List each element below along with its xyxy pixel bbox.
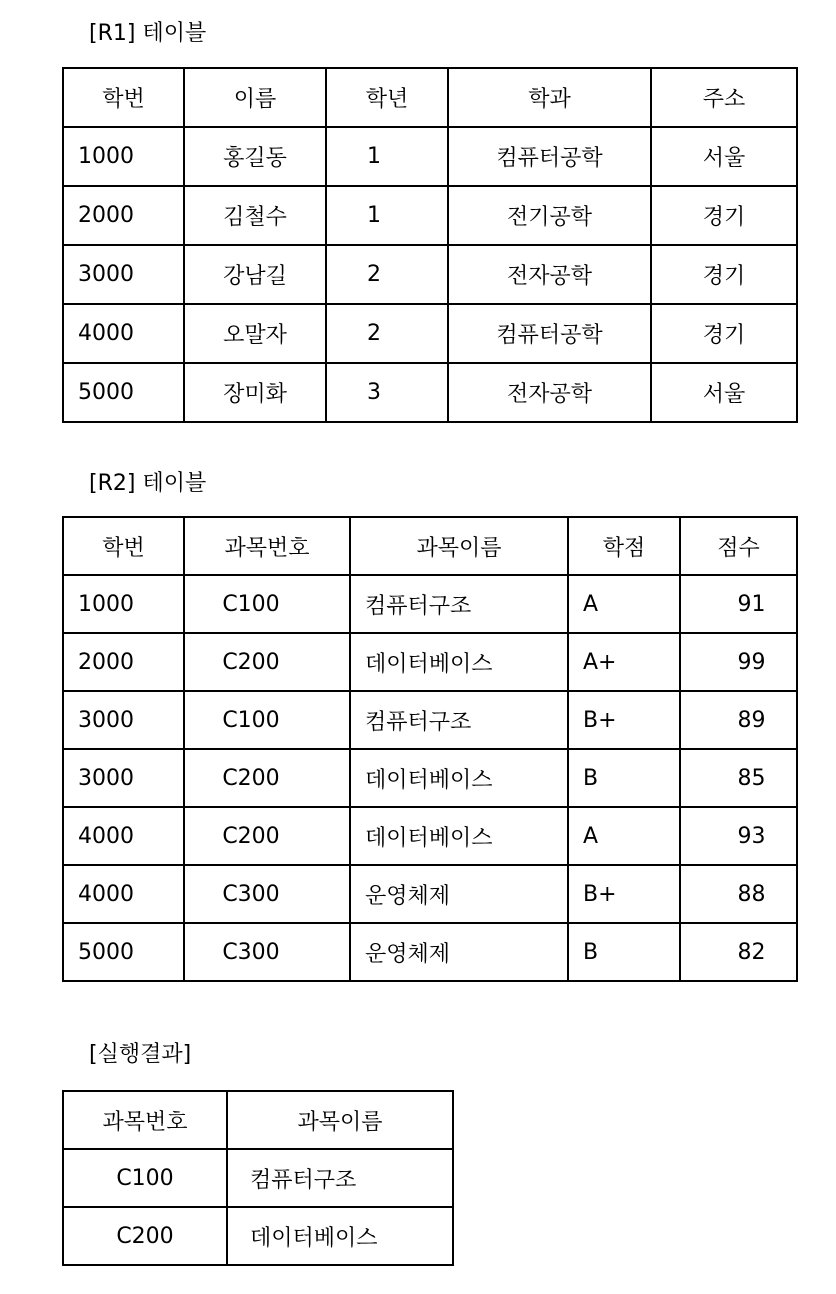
table-cell: 전자공학 bbox=[448, 245, 651, 304]
table-row bbox=[63, 923, 797, 981]
table-header-row bbox=[63, 68, 797, 127]
table-cell: B+ bbox=[568, 865, 680, 923]
table-cell: 홍길동 bbox=[184, 127, 326, 186]
table-cell: 컴퓨터구조 bbox=[350, 691, 568, 749]
table-cell: 2 bbox=[326, 245, 448, 304]
table-cell: A bbox=[568, 807, 680, 865]
table-cell: 김철수 bbox=[184, 186, 326, 245]
table-cell: B+ bbox=[568, 691, 680, 749]
table-cell: 전자공학 bbox=[448, 363, 651, 422]
table-cell: 1000 bbox=[63, 575, 184, 633]
table-row bbox=[63, 245, 797, 304]
table-cell: C100 bbox=[63, 1149, 227, 1207]
column-header: 주소 bbox=[651, 68, 797, 127]
table-cell: A bbox=[568, 575, 680, 633]
table-cell: 데이터베이스 bbox=[350, 749, 568, 807]
table-cell: 경기 bbox=[651, 186, 797, 245]
table-cell: 전기공학 bbox=[448, 186, 651, 245]
table-cell: 1 bbox=[326, 186, 448, 245]
column-header: 학점 bbox=[568, 517, 680, 575]
table-cell: 3000 bbox=[63, 749, 184, 807]
table-cell: 3000 bbox=[63, 245, 184, 304]
table-cell: 경기 bbox=[651, 304, 797, 363]
table-row bbox=[63, 575, 797, 633]
table-cell: 2 bbox=[326, 304, 448, 363]
table-cell: 2000 bbox=[63, 633, 184, 691]
table-row bbox=[63, 127, 797, 186]
table-cell: 5000 bbox=[63, 923, 184, 981]
table-cell: 데이터베이스 bbox=[350, 633, 568, 691]
table-cell: 서울 bbox=[651, 363, 797, 422]
table-cell: 99 bbox=[680, 633, 797, 691]
table-header-row bbox=[63, 517, 797, 575]
table-cell: C300 bbox=[184, 865, 350, 923]
table-row bbox=[63, 633, 797, 691]
result-table-caption: [실행결과] bbox=[89, 1042, 192, 1067]
table-cell: 4000 bbox=[63, 865, 184, 923]
r1-table-caption: [R1] 테이블 bbox=[89, 21, 207, 46]
table-row bbox=[63, 363, 797, 422]
table-cell: A+ bbox=[568, 633, 680, 691]
table-cell: C200 bbox=[184, 749, 350, 807]
table-row bbox=[63, 186, 797, 245]
table-row bbox=[63, 1207, 453, 1265]
column-header: 과목이름 bbox=[350, 517, 568, 575]
table-cell: 데이터베이스 bbox=[227, 1207, 453, 1265]
table-header-row bbox=[63, 1091, 453, 1149]
table-cell: 5000 bbox=[63, 363, 184, 422]
table-cell: 운영체제 bbox=[350, 865, 568, 923]
table-cell: 3 bbox=[326, 363, 448, 422]
column-header: 이름 bbox=[184, 68, 326, 127]
table-cell: 88 bbox=[680, 865, 797, 923]
table-cell: 4000 bbox=[63, 304, 184, 363]
table-cell: 컴퓨터공학 bbox=[448, 127, 651, 186]
table-cell: 장미화 bbox=[184, 363, 326, 422]
column-header: 점수 bbox=[680, 517, 797, 575]
table-row bbox=[63, 807, 797, 865]
table-cell: 82 bbox=[680, 923, 797, 981]
table-cell: C100 bbox=[184, 575, 350, 633]
table-cell: 운영체제 bbox=[350, 923, 568, 981]
r1-table bbox=[62, 67, 798, 423]
table-row bbox=[63, 865, 797, 923]
table-cell: 93 bbox=[680, 807, 797, 865]
table-row bbox=[63, 304, 797, 363]
table-cell: 데이터베이스 bbox=[350, 807, 568, 865]
table-cell: C200 bbox=[63, 1207, 227, 1265]
column-header: 학번 bbox=[63, 517, 184, 575]
table-cell: B bbox=[568, 923, 680, 981]
table-cell: 서울 bbox=[651, 127, 797, 186]
table-cell: 85 bbox=[680, 749, 797, 807]
table-cell: 91 bbox=[680, 575, 797, 633]
table-cell: C100 bbox=[184, 691, 350, 749]
column-header: 학년 bbox=[326, 68, 448, 127]
column-header: 과목번호 bbox=[184, 517, 350, 575]
table-cell: C200 bbox=[184, 633, 350, 691]
column-header: 과목이름 bbox=[227, 1091, 453, 1149]
table-cell: 컴퓨터구조 bbox=[227, 1149, 453, 1207]
table-cell: 89 bbox=[680, 691, 797, 749]
column-header: 학번 bbox=[63, 68, 184, 127]
table-cell: 강남길 bbox=[184, 245, 326, 304]
table-cell: B bbox=[568, 749, 680, 807]
table-row bbox=[63, 691, 797, 749]
table-cell: 1 bbox=[326, 127, 448, 186]
column-header: 과목번호 bbox=[63, 1091, 227, 1149]
table-cell: 오말자 bbox=[184, 304, 326, 363]
table-cell: C300 bbox=[184, 923, 350, 981]
result-table bbox=[62, 1090, 454, 1266]
r2-table bbox=[62, 516, 798, 982]
column-header: 학과 bbox=[448, 68, 651, 127]
r2-table-caption: [R2] 테이블 bbox=[89, 471, 207, 496]
table-cell: 1000 bbox=[63, 127, 184, 186]
table-row bbox=[63, 749, 797, 807]
table-cell: C200 bbox=[184, 807, 350, 865]
table-row bbox=[63, 1149, 453, 1207]
table-cell: 3000 bbox=[63, 691, 184, 749]
table-cell: 컴퓨터구조 bbox=[350, 575, 568, 633]
table-cell: 4000 bbox=[63, 807, 184, 865]
table-cell: 컴퓨터공학 bbox=[448, 304, 651, 363]
table-cell: 2000 bbox=[63, 186, 184, 245]
table-cell: 경기 bbox=[651, 245, 797, 304]
